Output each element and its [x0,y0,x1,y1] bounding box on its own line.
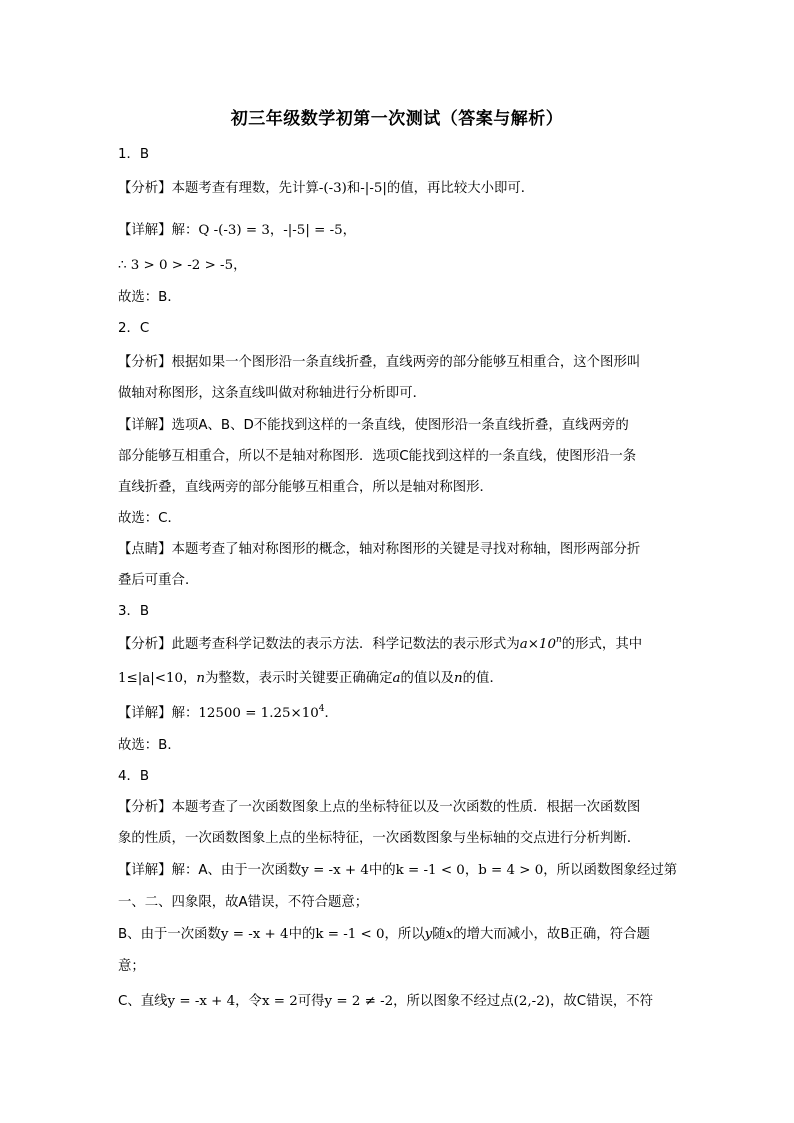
q2-analysis-line1 [118,354,678,372]
q4-detail-a-line2: 一、二、四象限，故A错误，不符合题意； [118,895,369,910]
text: B、由于一次函数 [118,927,221,942]
math-expression: 12500 = 1.25×10 [198,706,319,721]
math-variable: y [424,927,433,942]
text: ，所以 [384,927,425,942]
text: 和 [346,181,361,196]
q2-comment-line1 [118,541,678,559]
q3-analysis-line1 [118,636,678,654]
math-superscript: 4 [318,704,325,714]
detail-label: 【详解】 [118,706,172,721]
text: ， [183,671,197,686]
text: ，所以图象不经过点 [393,994,514,1009]
math-expression: y = 2 ≠ -2 [324,994,394,1009]
detail-label: 【详解】 [118,418,172,433]
math-expression: b = 4 > 0 [478,863,544,878]
q3-answer: 3．B [118,604,150,619]
math-expression: ∴ 3 > 0 > -2 > -5 [118,258,234,273]
q1-step [118,257,678,275]
math-expression: (2,-2) [513,994,550,1009]
analysis-label: 【分析】 [118,355,172,370]
text: 解： [171,223,199,238]
text: 中的 [288,927,316,942]
math-expression: y = -x + 4 [301,863,369,878]
q2-detail-line3: 直线折叠，直线两旁的部分能够互相重合，所以是轴对称图形． [118,480,493,495]
text: ， [233,258,247,273]
q2-comment-line2: 叠后可重合． [118,573,199,588]
math-expression: k = -1 < 0 [395,863,465,878]
text: 根据如果一个图形沿一条直线折叠，直线两旁的部分能够互相重合，这个图形叫 [171,355,641,370]
text: 选项A、B、D不能找到这样的一条直线，使图形沿一条直线折叠，直线两旁的 [171,418,629,433]
q4-detail-b-line2: 意； [118,959,145,974]
q4-detail-b-line1 [118,926,678,944]
text: 的值． [462,671,503,686]
text: 的值，再比较大小即可． [386,181,535,196]
q4-answer: 4．B [118,769,150,784]
text: ，故C错误，不符 [549,994,654,1009]
q3-detail [118,705,678,723]
text: 本题考查了轴对称图形的概念，轴对称图形的关键是寻找对称轴，图形两部分折 [171,542,641,557]
q1-choose: 故选：B． [118,290,181,305]
math-expression: Q -(-3) = 3 [198,223,270,238]
q2-choose: 故选：C． [118,511,181,526]
text: 中的 [368,863,396,878]
math-expression: -(-3) [318,181,347,196]
comment-label: 【点睛】 [118,542,172,557]
text: 为整数，表示时关键要正确确定 [205,671,393,686]
text: 的形式，其中 [561,637,643,652]
text: 本题考查有理数，先计算 [171,181,319,196]
q1-answer: 1．B [118,147,150,162]
text: 解：A、由于一次函数 [171,863,302,878]
q3-analysis-line2 [118,670,678,688]
q2-answer: 2．C [118,321,150,336]
analysis-label: 【分析】 [118,800,172,815]
text: 的值以及 [400,671,455,686]
q4-detail-c-line1 [118,993,678,1011]
text: ． [324,706,338,721]
detail-label: 【详解】 [118,863,172,878]
q2-detail-line1 [118,417,678,435]
text: 的增大而减小，故B正确，符合题 [453,927,650,942]
math-variable: n [196,671,206,686]
analysis-label: 【分析】 [118,181,172,196]
math-expression: -|-5| [360,181,387,196]
detail-label: 【详解】 [118,223,172,238]
q4-detail-a-line1 [118,862,678,880]
text: ， [269,223,284,238]
analysis-label: 【分析】 [118,637,172,652]
text: ，所以函数图象经过第 [543,863,678,878]
math-expression: -|-5| = -5 [283,223,343,238]
text: ，令 [235,994,262,1009]
text: C、直线 [118,994,168,1009]
text: 可得 [297,994,325,1009]
math-variable: n [454,671,463,686]
math-variable: a [392,671,401,686]
page-title: 初三年级数学初第一次测试（答案与解析） [230,109,564,129]
q4-analysis-line1 [118,799,678,817]
q2-detail-line2: 部分能够互相重合，所以不是轴对称图形．选项C能找到这样的一条直线，使图形沿一条 [118,449,637,464]
text: 随 [432,927,446,942]
math-superscript: n [555,635,562,645]
q1-analysis [118,180,678,198]
q1-detail [118,222,678,240]
q2-analysis-line2: 做轴对称图形，这条直线叫做对称轴进行分析即可． [118,386,426,401]
math-expression: 1≤|a|<10 [118,671,184,686]
text: ， [342,223,357,238]
math-expression: a×10 [519,637,556,652]
math-variable: x [445,927,454,942]
math-expression: x = 2 [261,994,298,1009]
math-expression: y = -x + 4 [167,994,236,1009]
q4-analysis-line2: 象的性质，一次函数图象上点的坐标特征，一次函数图象与坐标轴的交点进行分析判断． [118,831,641,846]
text: 此题考查科学记数法的表示方法．科学记数法的表示形式为 [171,637,520,652]
q3-choose: 故选：B． [118,738,181,753]
text: 本题考查了一次函数图象上点的坐标特征以及一次函数的性质．根据一次函数图 [171,800,641,815]
math-expression: k = -1 < 0 [315,927,385,942]
text: 解： [171,706,199,721]
text: ， [464,863,479,878]
math-expression: y = -x + 4 [220,927,289,942]
